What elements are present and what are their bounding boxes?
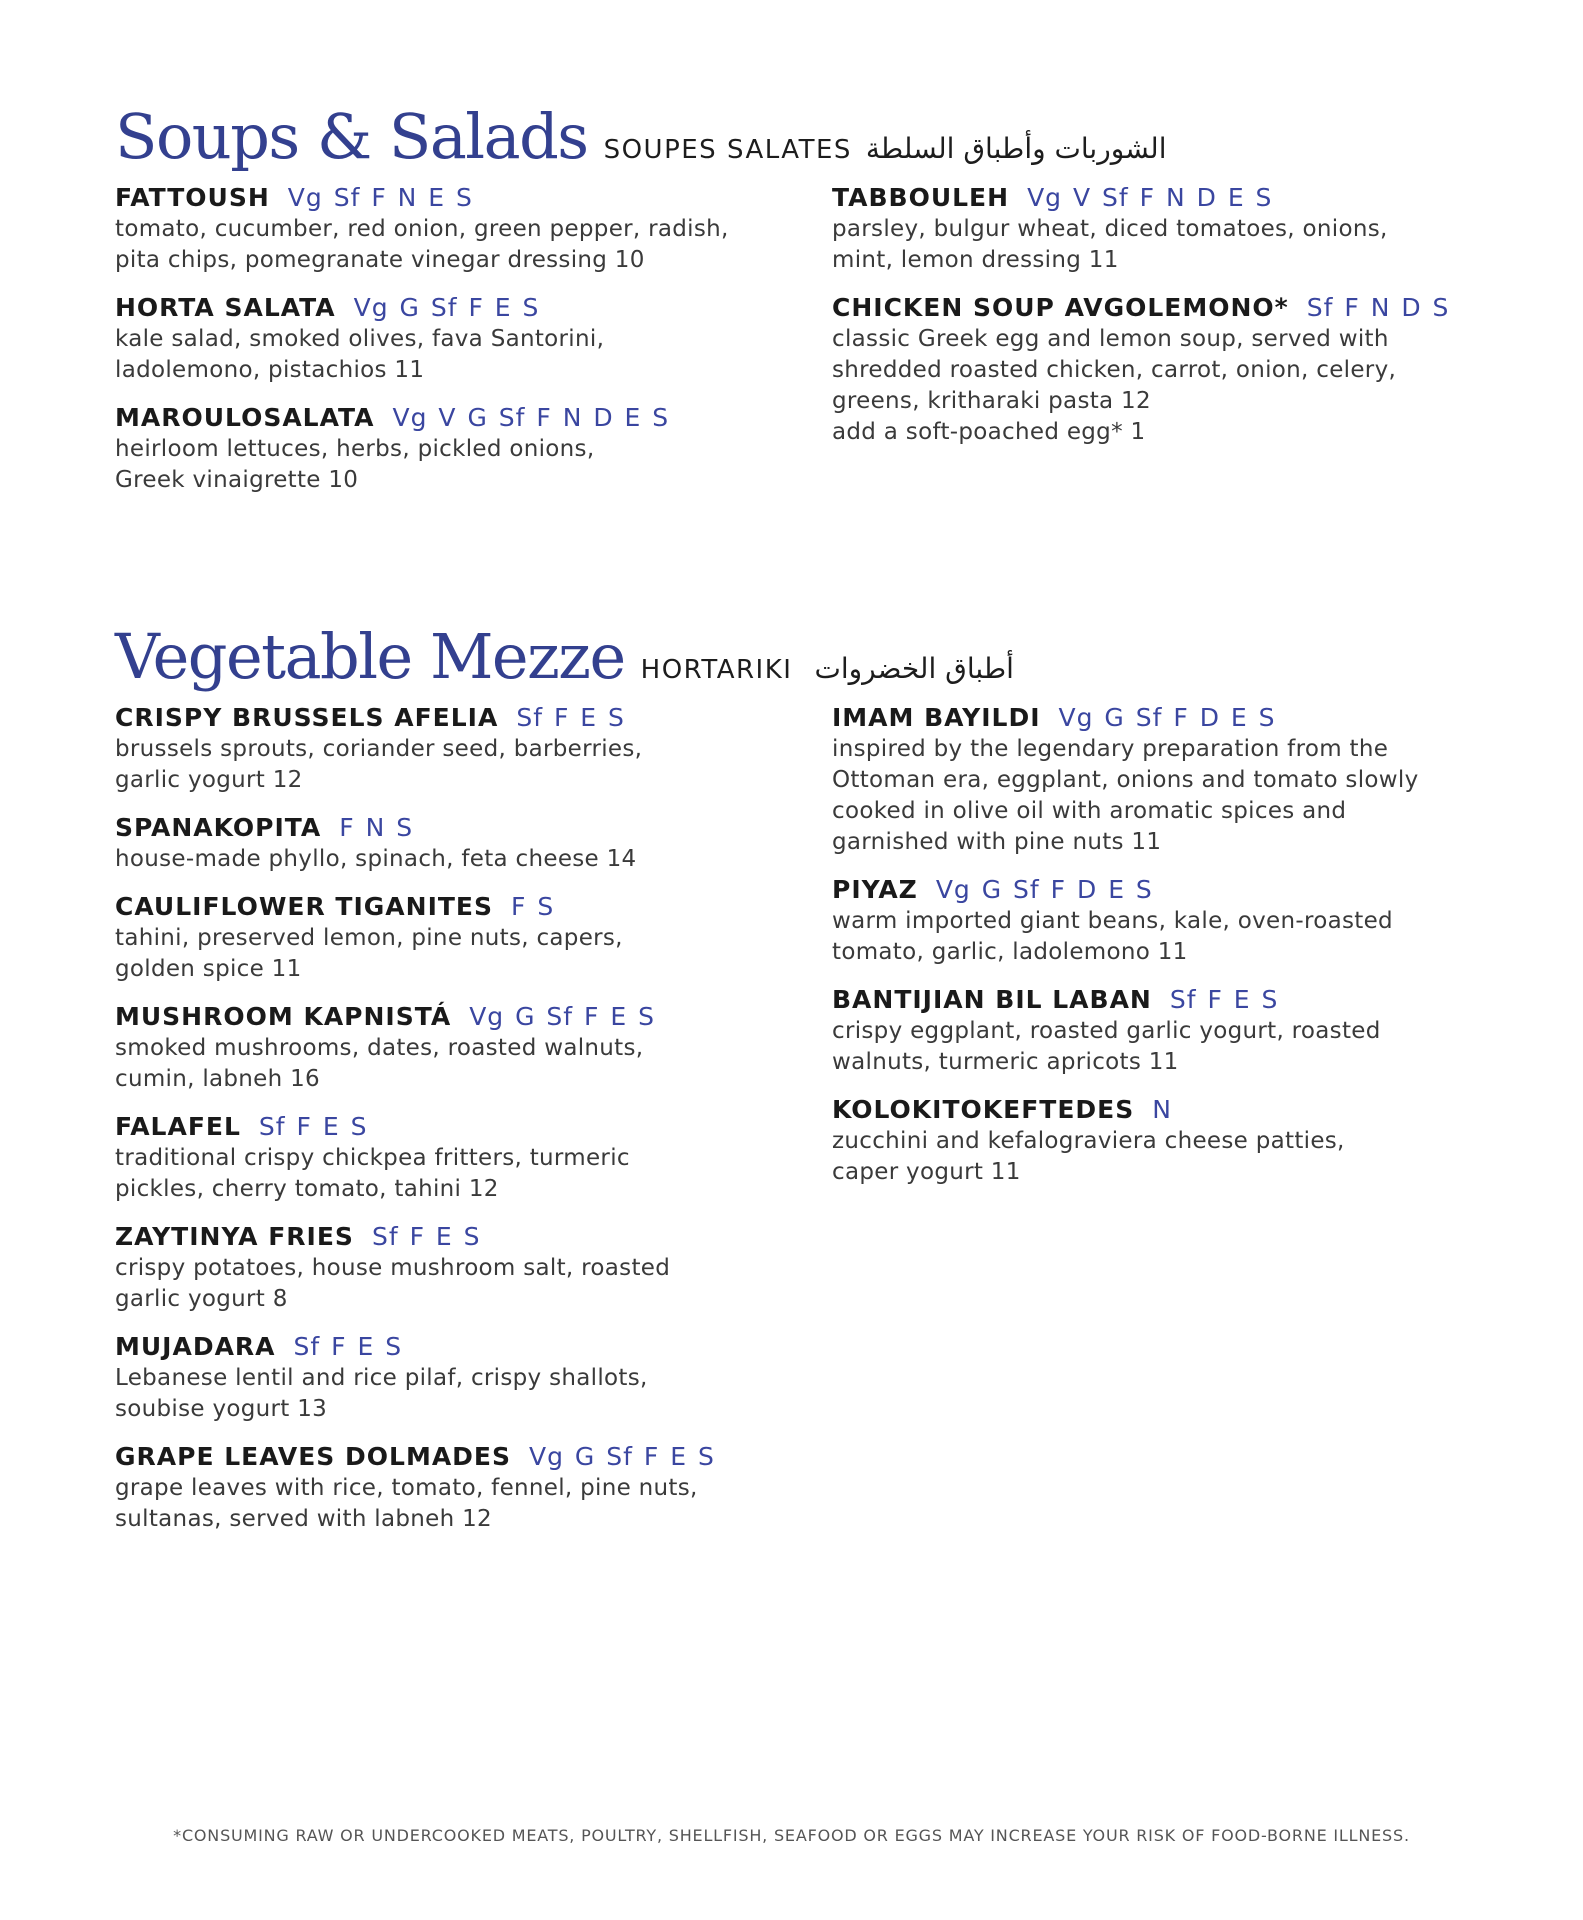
description-line: garlic yogurt 8 — [115, 1286, 288, 1312]
left-column — [115, 701, 795, 1550]
description-line: inspired by the legendary preparation from the — [832, 736, 1389, 762]
menu-item-name: KOLOKITOKEFTEDES — [832, 1095, 1135, 1124]
menu-item-name: CHICKEN SOUP AVGOLEMONO* — [832, 293, 1289, 322]
menu-item-header — [115, 1330, 795, 1363]
menu-item-header — [832, 1093, 1512, 1126]
menu-item-header — [832, 291, 1512, 324]
description-line: traditional crispy chickpea fritters, turmeric — [115, 1145, 630, 1171]
menu-item-name: HORTA SALATA — [115, 293, 336, 322]
menu-item — [115, 811, 795, 875]
dietary-tags: Sf F E S — [516, 703, 625, 732]
description-line: pickles, cherry tomato, tahini 12 — [115, 1176, 499, 1202]
description-line: mint, lemon dressing 11 — [832, 247, 1119, 273]
dietary-tags: N — [1152, 1095, 1172, 1124]
description-line: tahini, preserved lemon, pine nuts, capers, — [115, 925, 623, 951]
description-line: Greek vinaigrette 10 — [115, 467, 359, 493]
description-line: walnuts, turmeric apricots 11 — [832, 1049, 1179, 1075]
menu-item — [115, 701, 795, 796]
menu-item-name: SPANAKOPITA — [115, 813, 322, 842]
dietary-tags: Vg G Sf F E S — [353, 293, 540, 322]
menu-item-name: GRAPE LEAVES DOLMADES — [115, 1442, 512, 1471]
description-line: soubise yogurt 13 — [115, 1396, 328, 1422]
menu-item-description — [832, 906, 1512, 968]
dietary-tags: Vg V Sf F N D E S — [1027, 183, 1273, 212]
menu-item-description — [115, 923, 795, 985]
description-line: classic Greek egg and lemon soup, served with — [832, 326, 1389, 352]
section-arabic-title: الشوربات وأطباق السلطة — [865, 132, 1167, 165]
menu-item-header — [115, 1220, 795, 1253]
menu-item-description — [115, 1363, 795, 1425]
menu-item-name: IMAM BAYILDI — [832, 703, 1041, 732]
right-column — [832, 701, 1512, 1203]
description-line: Ottoman era, eggplant, onions and tomato slowly — [832, 767, 1419, 793]
dietary-tags: F S — [511, 892, 555, 921]
menu-item-header — [832, 983, 1512, 1016]
description-line: greens, kritharaki pasta 12 — [832, 388, 1151, 414]
dietary-tags: Sf F E S — [1169, 985, 1279, 1014]
menu-item — [115, 1440, 795, 1535]
menu-item — [832, 181, 1512, 276]
menu-item-header — [115, 701, 795, 734]
menu-item-name: PIYAZ — [832, 875, 918, 904]
dietary-tags: F N S — [339, 813, 414, 842]
menu-item-description — [115, 1253, 795, 1315]
description-line: shredded roasted chicken, carrot, onion, celery, — [832, 357, 1397, 383]
description-line: garnished with pine nuts 11 — [832, 829, 1162, 855]
description-line: Lebanese lentil and rice pilaf, crispy shallots, — [115, 1365, 648, 1391]
menu-item — [115, 1220, 795, 1315]
menu-item-header — [115, 291, 795, 324]
allergy-disclaimer: *CONSUMING RAW OR UNDERCOOKED MEATS, POULTRY, SHELLFISH, SEAFOOD OR EGGS MAY INCREASE YOUR RISK OF FOOD-BORNE ILLNESS. — [173, 1826, 1410, 1845]
section-heading — [115, 100, 1475, 173]
menu-item-header — [115, 890, 795, 923]
dietary-tags: Sf F N D S — [1306, 293, 1450, 322]
menu-item-description — [115, 1143, 795, 1205]
menu-item — [832, 983, 1512, 1078]
dietary-tags: Vg V G Sf F N D E S — [392, 403, 670, 432]
menu-item-description — [115, 734, 795, 796]
vegetable-mezze-section — [115, 620, 1475, 1532]
menu-item-description — [832, 734, 1512, 858]
menu-item-name: FATTOUSH — [115, 183, 270, 212]
menu-item-name: MUSHROOM KAPNISTÁ — [115, 1002, 452, 1031]
menu-item-description — [115, 1473, 795, 1535]
menu-item-description — [832, 214, 1512, 276]
description-line: parsley, bulgur wheat, diced tomatoes, onions, — [832, 216, 1388, 242]
menu-item-description — [115, 434, 795, 496]
description-line: cumin, labneh 16 — [115, 1066, 320, 1092]
menu-item-header — [115, 1000, 795, 1033]
description-line: smoked mushrooms, dates, roasted walnuts, — [115, 1035, 644, 1061]
dietary-tags: Sf F E S — [293, 1332, 403, 1361]
left-column — [115, 181, 795, 511]
dietary-tags: Vg Sf F N E S — [287, 183, 473, 212]
menu-item — [832, 873, 1512, 968]
description-line: golden spice 11 — [115, 956, 302, 982]
description-line: tomato, cucumber, red onion, green pepper, radish, — [115, 216, 729, 242]
menu-item-header — [115, 811, 795, 844]
menu-item-header — [832, 701, 1512, 734]
dietary-tags: Sf F E S — [371, 1222, 481, 1251]
section-subtitle: HORTARIKI — [640, 655, 793, 685]
dietary-tags: Vg G Sf F E S — [469, 1002, 655, 1031]
menu-item-header — [832, 873, 1512, 906]
section-subtitle: SOUPES SALATES — [603, 135, 852, 165]
menu-item-name: FALAFEL — [115, 1112, 241, 1141]
dietary-tags: Vg G Sf F E S — [529, 1442, 715, 1471]
menu-item-name: CRISPY BRUSSELS AFELIA — [115, 703, 499, 732]
menu-item-description — [115, 844, 795, 875]
menu-item — [115, 1330, 795, 1425]
menu-item — [115, 890, 795, 985]
soups-salads-section — [115, 100, 1475, 493]
menu-item-name: TABBOULEH — [832, 183, 1010, 212]
dietary-tags: Sf F E S — [258, 1112, 368, 1141]
menu-item-header — [115, 181, 795, 214]
menu-item — [115, 291, 795, 386]
description-line: brussels sprouts, coriander seed, barberries, — [115, 736, 643, 762]
menu-item-description — [115, 214, 795, 276]
description-line: crispy eggplant, roasted garlic yogurt, roasted — [832, 1018, 1381, 1044]
menu-item-description — [115, 1033, 795, 1095]
description-line: tomato, garlic, ladolemono 11 — [832, 939, 1188, 965]
description-line: house-made phyllo, spinach, feta cheese 14 — [115, 846, 637, 872]
menu-item-name: ZAYTINYA FRIES — [115, 1222, 354, 1251]
menu-item-name: MUJADARA — [115, 1332, 276, 1361]
menu-item-description — [115, 324, 795, 386]
menu-item-description — [832, 324, 1512, 448]
menu-item-header — [832, 181, 1512, 214]
menu-item — [115, 181, 795, 276]
section-arabic-title: أطباق الخضروات — [814, 652, 1014, 685]
menu-item — [115, 1000, 795, 1095]
section-title: Soups & Salads — [115, 100, 588, 173]
description-line: warm imported giant beans, kale, oven-roasted — [832, 908, 1393, 934]
dietary-tags: Vg G Sf F D E S — [935, 875, 1153, 904]
description-line: caper yogurt 11 — [832, 1159, 1021, 1185]
menu-item-name: MAROULOSALATA — [115, 403, 375, 432]
description-line: garlic yogurt 12 — [115, 767, 303, 793]
menu-item — [832, 701, 1512, 858]
description-line: cooked in olive oil with aromatic spices and — [832, 798, 1347, 824]
description-line: kale salad, smoked olives, fava Santorini, — [115, 326, 605, 352]
description-line: crispy potatoes, house mushroom salt, roasted — [115, 1255, 671, 1281]
menu-item-description — [832, 1126, 1512, 1188]
menu-item — [832, 1093, 1512, 1188]
description-line: pita chips, pomegranate vinegar dressing 10 — [115, 247, 645, 273]
description-line: heirloom lettuces, herbs, pickled onions, — [115, 436, 595, 462]
menu-item-name: BANTIJIAN BIL LABAN — [832, 985, 1152, 1014]
menu-item-header — [115, 1110, 795, 1143]
dietary-tags: Vg G Sf F D E S — [1058, 703, 1276, 732]
description-line: sultanas, served with labneh 12 — [115, 1506, 492, 1532]
menu-item — [115, 1110, 795, 1205]
description-line: zucchini and kefalograviera cheese patties, — [832, 1128, 1345, 1154]
section-title: Vegetable Mezze — [115, 620, 625, 693]
description-line: grape leaves with rice, tomato, fennel, pine nuts, — [115, 1475, 698, 1501]
menu-item — [115, 401, 795, 496]
menu-item-description — [832, 1016, 1512, 1078]
description-line: add a soft-poached egg* 1 — [832, 419, 1146, 445]
right-column — [832, 181, 1512, 463]
section-heading — [115, 620, 1475, 693]
menu-item-name: CAULIFLOWER TIGANITES — [115, 892, 494, 921]
menu-item — [832, 291, 1512, 448]
menu-item-header — [115, 401, 795, 434]
menu-item-header — [115, 1440, 795, 1473]
description-line: ladolemono, pistachios 11 — [115, 357, 425, 383]
